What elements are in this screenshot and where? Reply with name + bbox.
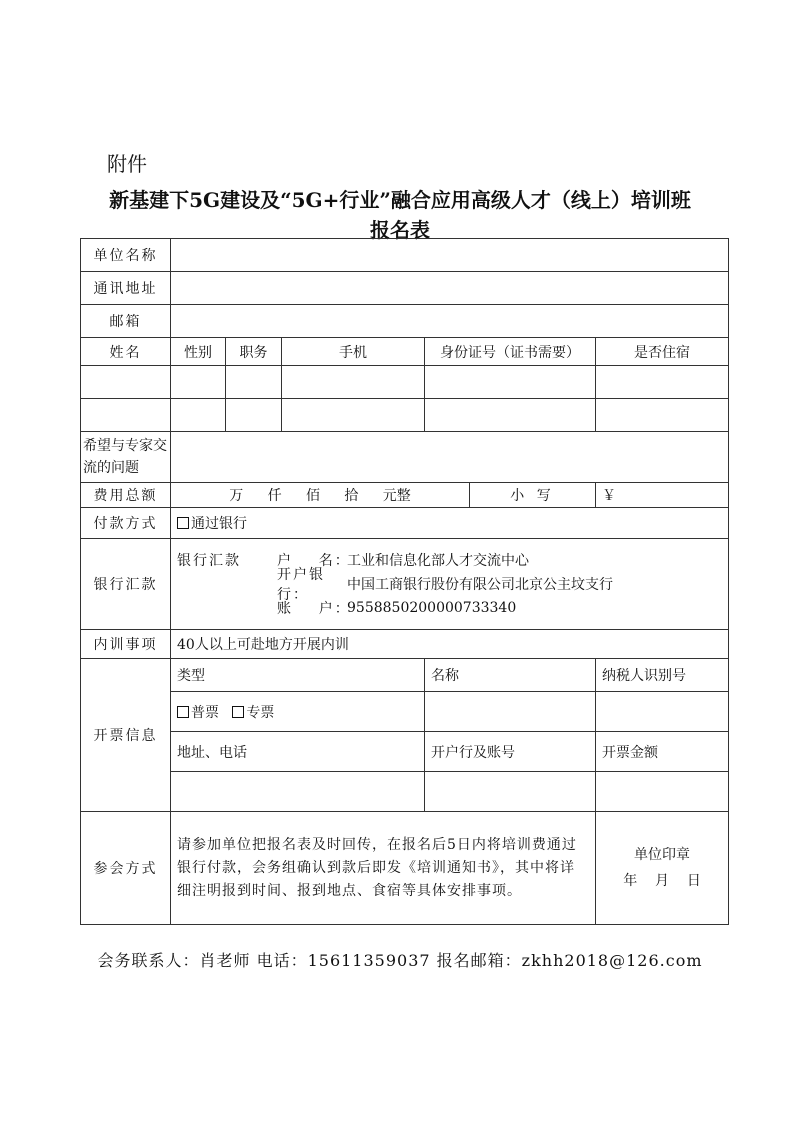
inhouse-text: 40人以上可赴地方开展内训: [171, 630, 729, 659]
questions-field[interactable]: [171, 432, 729, 483]
header-name: 姓名: [81, 338, 171, 366]
invoice-type-options: [171, 692, 425, 732]
bank-info: [171, 539, 729, 630]
invoice-name-header: 名称: [425, 659, 596, 692]
attendee-mobile-field[interactable]: [282, 366, 425, 399]
bank-bank-value: 中国工商银行股份有限公司北京公主坟支行: [347, 577, 613, 593]
contact-footer: 会务联系人：肖老师 电话：15611359037 报名邮箱：zkhh2018@126.com: [97, 951, 703, 970]
fee-small-label: 小 写: [470, 483, 596, 508]
invoice-name-field[interactable]: [425, 692, 596, 732]
invoice-bankacct-header: 开户行及账号: [425, 732, 596, 772]
postcode-field[interactable]: [171, 305, 729, 338]
header-lodging: 是否住宿: [596, 338, 729, 366]
bank-checkbox[interactable]: [177, 517, 189, 529]
seal-date: 年 月 日: [623, 873, 701, 889]
inhouse-label: 内训事项: [81, 630, 171, 659]
fee-unit-shi: 拾: [344, 488, 359, 504]
attendee-name-field[interactable]: [81, 366, 171, 399]
bank-transfer-label: 银行汇款: [81, 539, 171, 630]
bank-name-value: 工业和信息化部人才交流中心: [347, 553, 529, 569]
invoice-type-header: 类型: [171, 659, 425, 692]
fee-unit-qian: 仟: [267, 488, 282, 504]
fee-total-field[interactable]: [171, 483, 470, 508]
fee-unit-bai: 佰: [305, 488, 320, 504]
header-position: 职务: [226, 338, 282, 366]
attendee-mobile-field[interactable]: [282, 399, 425, 432]
payment-method-label: 付款方式: [81, 508, 171, 539]
bank-option-label: 通过银行: [191, 516, 247, 532]
bank-bank-key: 开户银行：: [277, 567, 325, 603]
invoice-taxid-field[interactable]: [596, 692, 729, 732]
fee-total-label: 费用总额: [81, 483, 171, 508]
attendee-id-field[interactable]: [425, 399, 596, 432]
attendee-id-field[interactable]: [425, 366, 596, 399]
fee-unit-yuan: 元整: [382, 488, 411, 504]
bank-intro: 银行汇款: [177, 553, 241, 569]
invoice-taxid-header: 纳税人识别号: [596, 659, 729, 692]
header-gender: 性别: [171, 338, 226, 366]
attend-instructions: 请参加单位把报名表及时回传，在报名后5日内将培训费通过银行付款，会务组确认到款后即发《培训通知书》，其中将详细注明报到时间、报到地点、食宿等具体安排事项。: [171, 812, 596, 925]
unit-name-label: 单位名称: [81, 239, 171, 272]
unit-name-field[interactable]: [171, 239, 729, 272]
header-id-number: 身份证号（证书需要）: [425, 338, 596, 366]
invoice-amount-header: 开票金额: [596, 732, 729, 772]
normal-invoice-label: 普票: [191, 704, 219, 721]
unit-seal-area: [596, 812, 729, 925]
fee-unit-wan: 万: [229, 488, 244, 504]
header-mobile: 手机: [282, 338, 425, 366]
attendee-gender-field[interactable]: [171, 366, 226, 399]
attendee-gender-field[interactable]: [171, 399, 226, 432]
registration-form-table: [80, 238, 729, 925]
attendee-position-field[interactable]: [226, 399, 282, 432]
invoice-address-field[interactable]: [171, 772, 425, 812]
postcode-label: 邮箱: [81, 305, 171, 338]
attend-method-label: 参会方式: [81, 812, 171, 925]
attachment-label: 附件: [107, 152, 147, 176]
invoice-label: 开票信息: [81, 659, 171, 812]
bank-name-key: 户 名：: [277, 553, 351, 569]
special-invoice-checkbox[interactable]: [232, 706, 244, 718]
invoice-amount-field[interactable]: [596, 772, 729, 812]
invoice-bankacct-field[interactable]: [425, 772, 596, 812]
form-title-line1: 新基建下5G建设及“5G+行业”融合应用高级人才（线上）培训班: [109, 188, 691, 212]
attendee-lodging-field[interactable]: [596, 399, 729, 432]
normal-invoice-checkbox[interactable]: [177, 706, 189, 718]
yen-symbol: ￥: [602, 488, 616, 504]
payment-method-field: [171, 508, 729, 539]
bank-account-value: 9558850200000733340: [347, 600, 517, 616]
special-invoice-label: 专票: [246, 704, 275, 721]
attendee-lodging-field[interactable]: [596, 366, 729, 399]
attendee-name-field[interactable]: [81, 399, 171, 432]
questions-label: 希望与专家交流的问题: [81, 432, 171, 483]
attendee-position-field[interactable]: [226, 366, 282, 399]
fee-small-field[interactable]: [596, 483, 729, 508]
form-title-line2: 报名表: [370, 218, 430, 242]
seal-label: 单位印章: [634, 847, 691, 863]
address-field[interactable]: [171, 272, 729, 305]
invoice-address-header: 地址、电话: [171, 732, 425, 772]
bank-account-key: 账 户：: [277, 601, 351, 617]
address-label: 通讯地址: [81, 272, 171, 305]
